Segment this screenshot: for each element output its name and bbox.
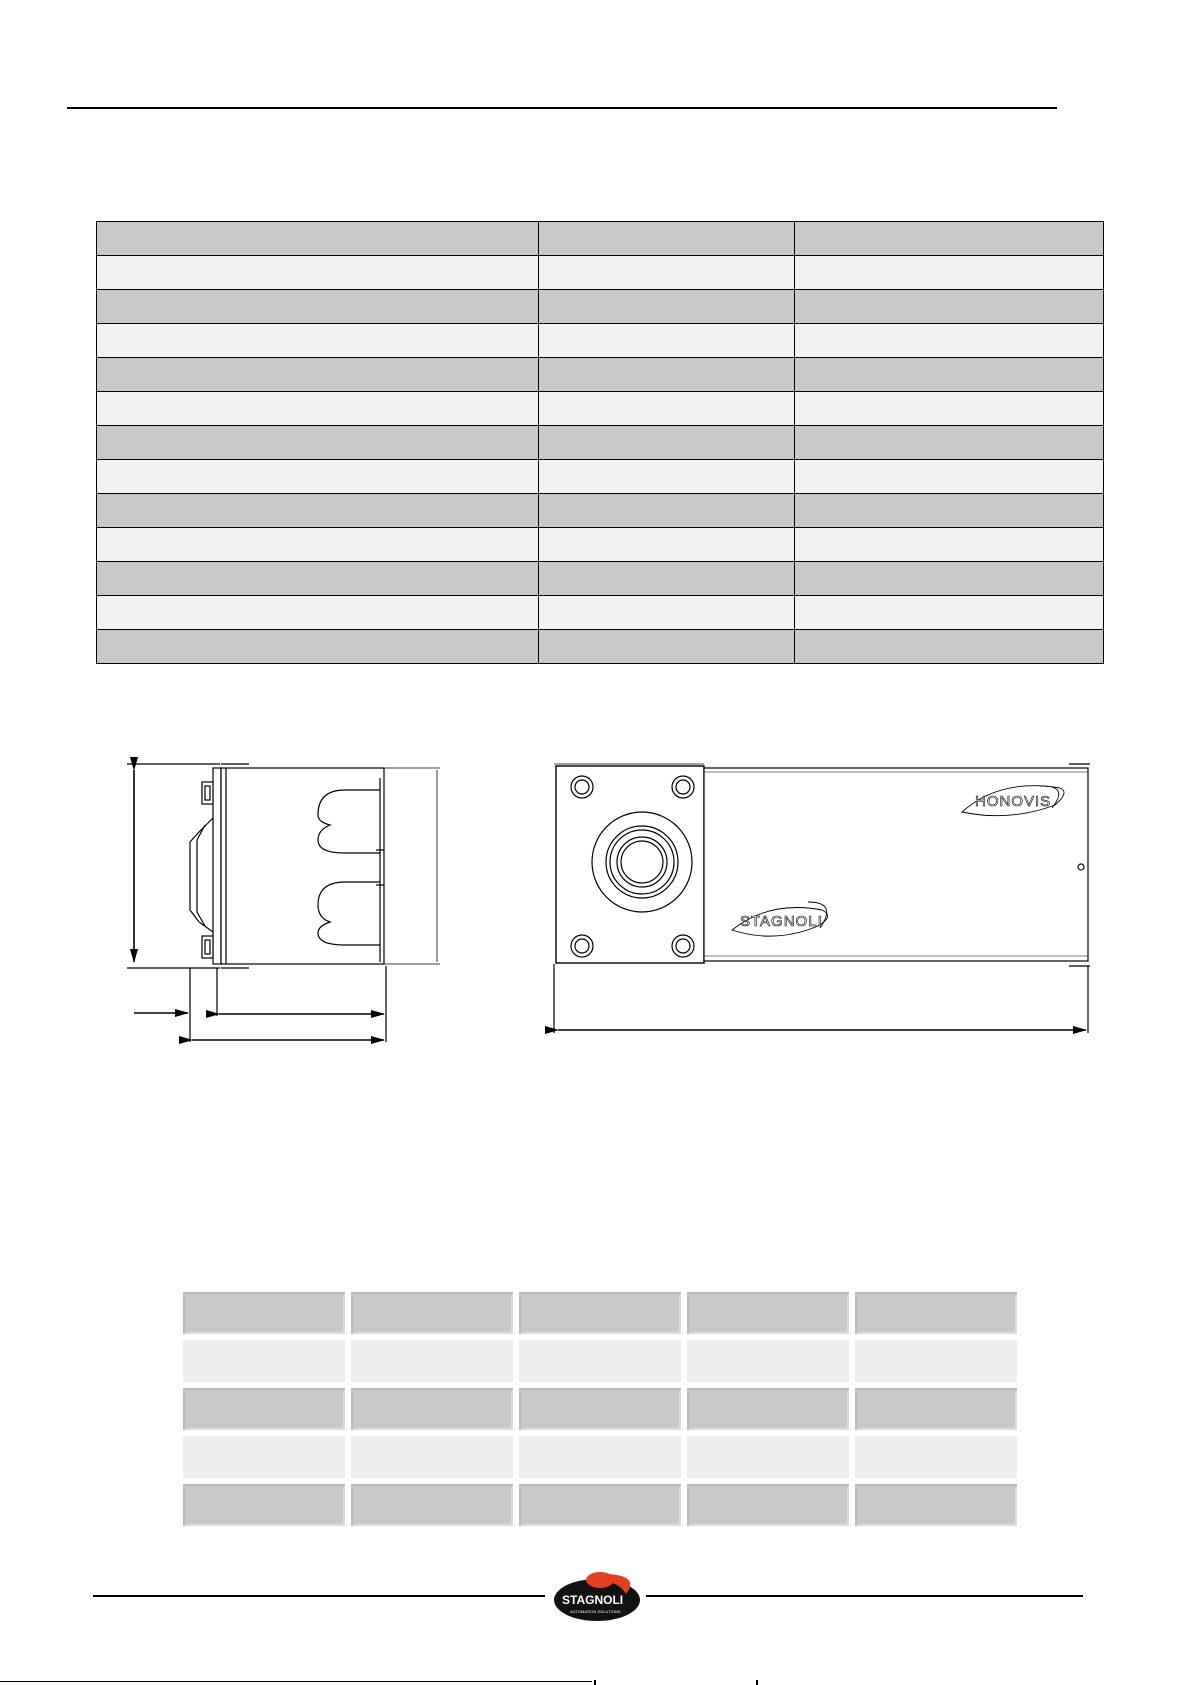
table-cell	[519, 1340, 681, 1382]
table-cell	[538, 630, 795, 664]
table-cell	[538, 596, 795, 630]
table-cell	[97, 290, 539, 324]
table-cell	[97, 256, 539, 290]
table-row	[97, 494, 1104, 528]
table-cell	[687, 1436, 849, 1478]
table-cell	[519, 1436, 681, 1478]
dimension-table	[177, 1286, 1023, 1532]
table-row	[97, 358, 1104, 392]
table-cell	[351, 1292, 513, 1334]
table-cell	[795, 630, 1104, 664]
table-row	[183, 1340, 1017, 1382]
table-cell	[795, 528, 1104, 562]
table-cell	[538, 426, 795, 460]
table-cell	[519, 1292, 681, 1334]
table-row	[183, 1484, 1017, 1526]
table-cell	[538, 256, 795, 290]
stagnoli-logo	[548, 1566, 646, 1626]
table-cell	[97, 358, 539, 392]
table-cell	[97, 528, 539, 562]
table-cell	[795, 222, 1104, 256]
table-row	[97, 630, 1104, 664]
table-cell	[183, 1484, 345, 1526]
table-cell	[97, 562, 539, 596]
table-cell	[795, 290, 1104, 324]
table-cell	[183, 1340, 345, 1382]
svg-text:STAGNOLI: STAGNOLI	[562, 1593, 624, 1607]
table-cell	[538, 290, 795, 324]
table-cell	[351, 1436, 513, 1478]
table-cell	[97, 324, 539, 358]
table-cell	[795, 358, 1104, 392]
table-cell	[183, 1436, 345, 1478]
table-row	[97, 256, 1104, 290]
table-cell	[795, 460, 1104, 494]
table-cell	[97, 460, 539, 494]
table-cell	[519, 1388, 681, 1430]
table-cell	[538, 562, 795, 596]
side-view-drawing	[127, 764, 440, 1042]
table-cell	[538, 460, 795, 494]
header-rule	[67, 107, 1057, 109]
table-cell	[795, 426, 1104, 460]
table-cell	[538, 528, 795, 562]
page-bottom-tick	[594, 1680, 596, 1685]
table-cell	[855, 1292, 1017, 1334]
table-cell	[97, 222, 539, 256]
table-cell	[795, 562, 1104, 596]
table-cell	[687, 1340, 849, 1382]
table-row	[97, 324, 1104, 358]
table-cell	[97, 426, 539, 460]
table-row	[97, 392, 1104, 426]
table-cell	[687, 1388, 849, 1430]
table-cell	[795, 392, 1104, 426]
table-cell	[97, 494, 539, 528]
technical-drawing	[0, 730, 1191, 1090]
table-cell	[855, 1340, 1017, 1382]
table-cell	[97, 596, 539, 630]
table-cell	[855, 1388, 1017, 1430]
table-cell	[687, 1292, 849, 1334]
table-cell	[687, 1484, 849, 1526]
table-cell	[351, 1340, 513, 1382]
table-row	[97, 596, 1104, 630]
page-bottom-rule	[0, 1681, 592, 1682]
table-cell	[538, 392, 795, 426]
table-row	[97, 222, 1104, 256]
table-cell	[519, 1484, 681, 1526]
table-cell	[538, 494, 795, 528]
spec-table	[96, 221, 1104, 664]
table-cell	[795, 324, 1104, 358]
table-cell	[855, 1484, 1017, 1526]
table-row	[183, 1292, 1017, 1334]
table-cell	[538, 358, 795, 392]
table-row	[183, 1388, 1017, 1430]
table-row	[183, 1436, 1017, 1478]
svg-text:HONOVIS: HONOVIS	[975, 793, 1052, 810]
footer-rule-left	[93, 1595, 545, 1597]
table-row	[97, 460, 1104, 494]
table-row	[97, 562, 1104, 596]
table-row	[97, 528, 1104, 562]
table-cell	[795, 256, 1104, 290]
table-cell	[183, 1388, 345, 1430]
table-cell	[351, 1484, 513, 1526]
table-row	[97, 290, 1104, 324]
table-cell	[538, 222, 795, 256]
svg-text:AUTOMATION SOLUTIONS: AUTOMATION SOLUTIONS	[570, 1609, 621, 1614]
svg-text:STAGNOLI: STAGNOLI	[740, 913, 823, 930]
table-cell	[183, 1292, 345, 1334]
page-bottom-tick	[756, 1680, 758, 1685]
table-cell	[538, 324, 795, 358]
table-cell	[855, 1436, 1017, 1478]
table-cell	[795, 596, 1104, 630]
table-row	[97, 426, 1104, 460]
table-cell	[97, 630, 539, 664]
table-cell	[351, 1388, 513, 1430]
footer-rule-right	[646, 1595, 1083, 1597]
front-view-drawing	[554, 764, 1090, 1033]
table-cell	[795, 494, 1104, 528]
table-cell	[97, 392, 539, 426]
